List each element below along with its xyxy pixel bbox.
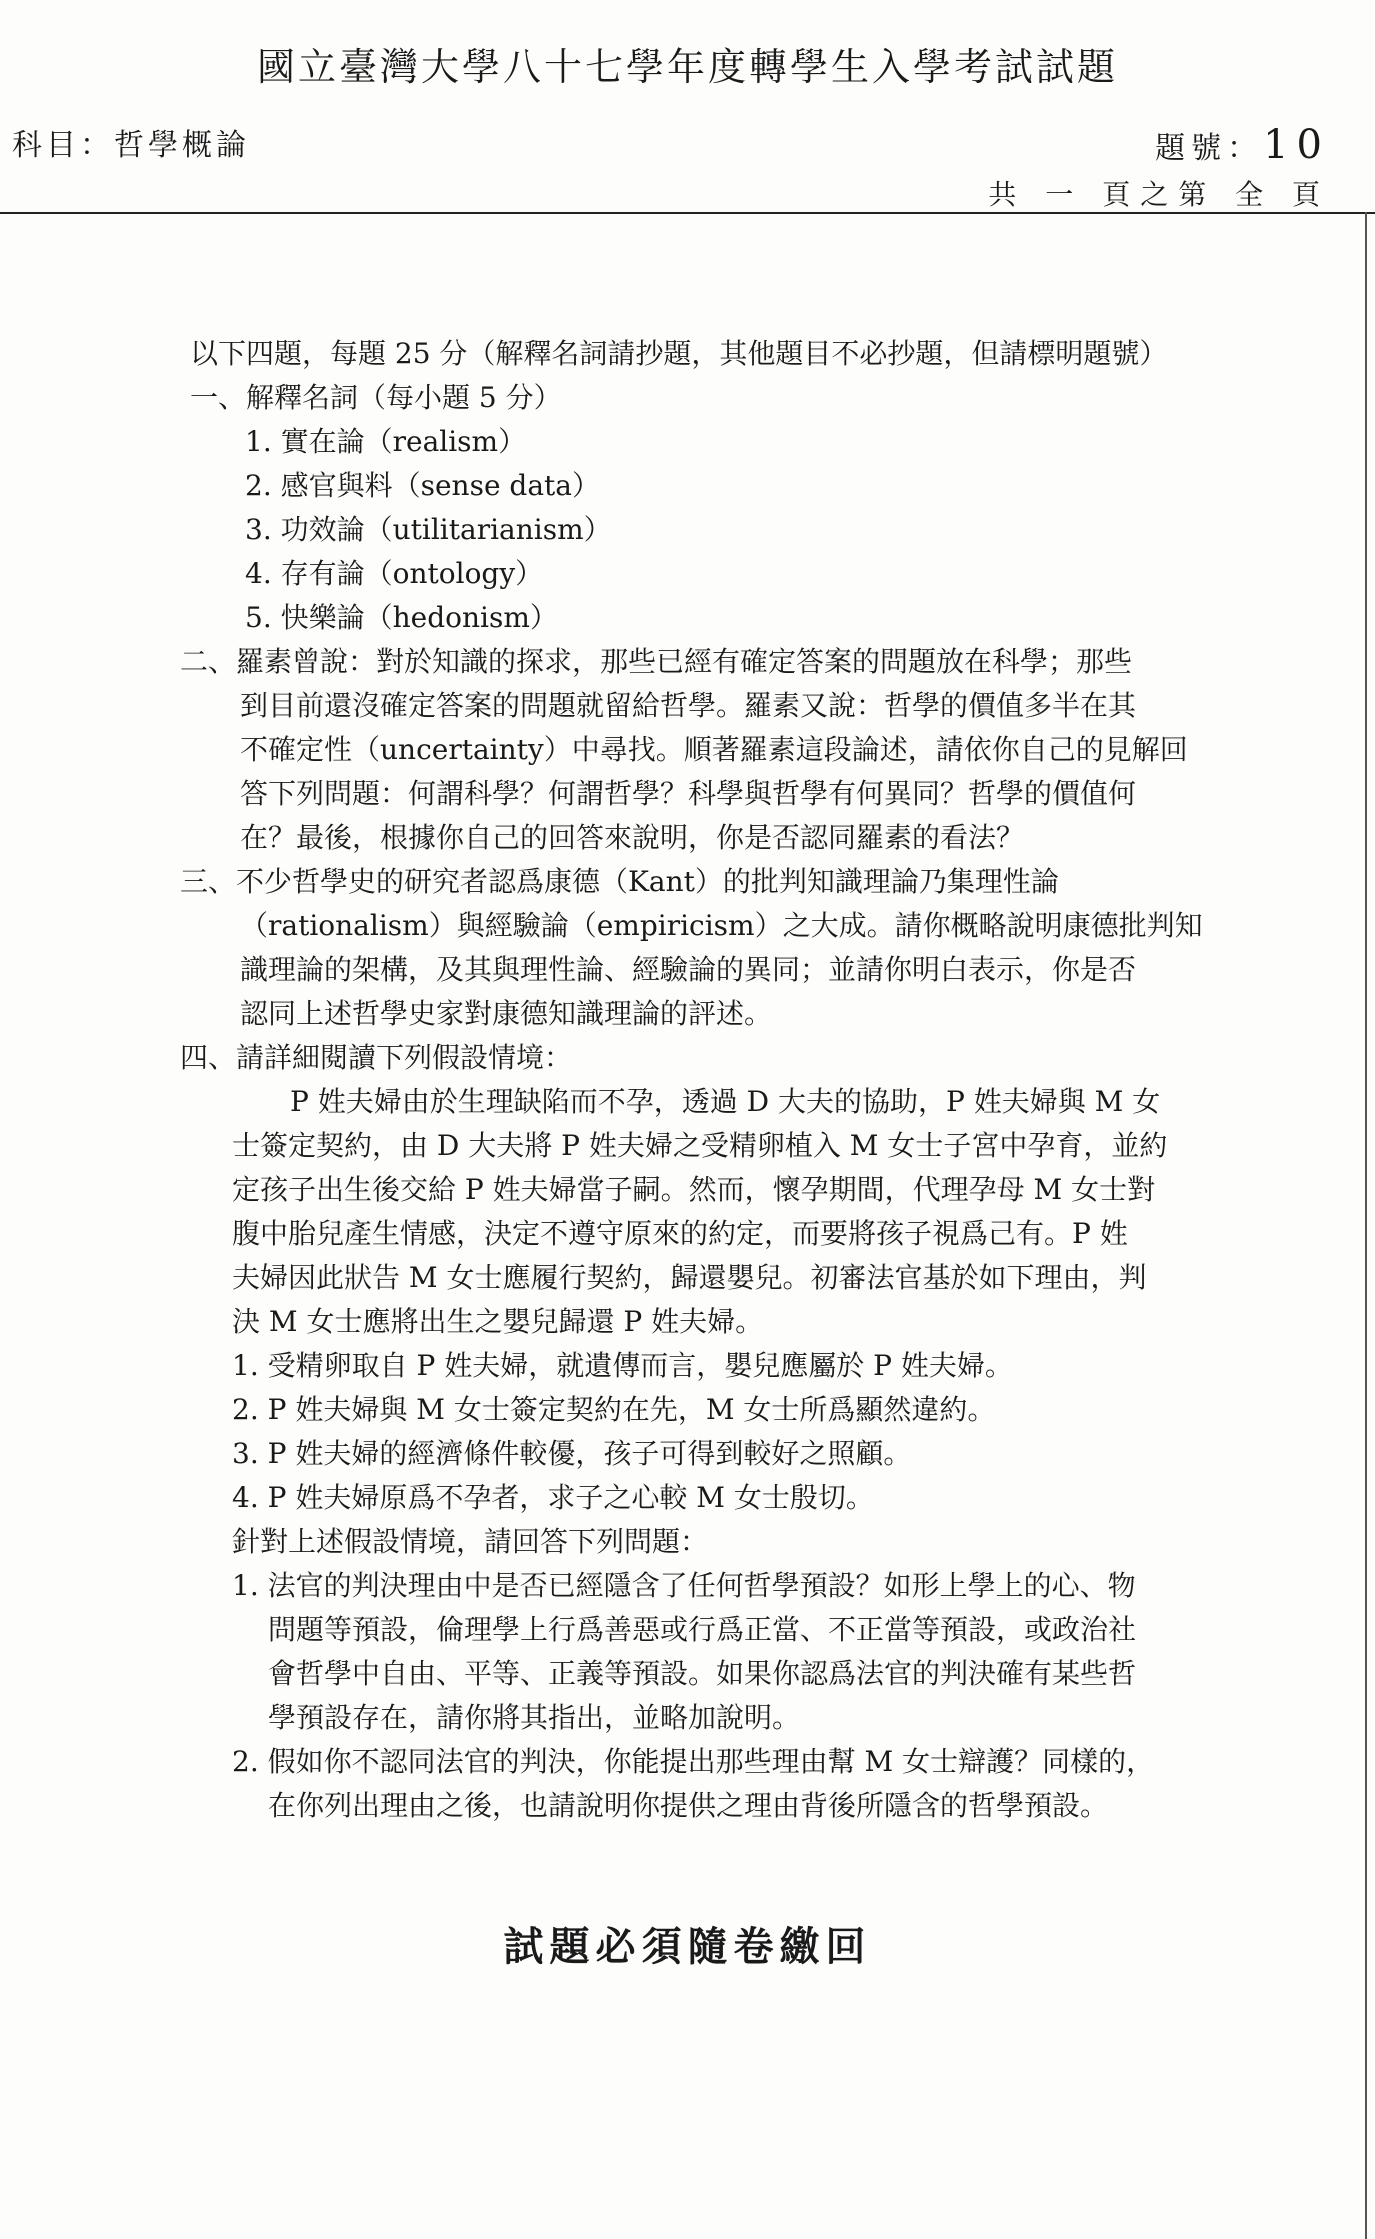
intro-instruction: 以下四題，每題 25 分（解釋名詞請抄題，其他題目不必抄題，但請標明題號） [190,337,1168,370]
q4-reason: 4. P 姓夫婦原爲不孕者，求子之心較 M 女士殷切。 [232,1481,874,1514]
q3-line: 識理論的架構，及其與理性論、經驗論的異同；並請你明白表示，你是否 [240,953,1137,986]
question-number-value: 10 [1263,122,1330,168]
q4-sub1-line: 學預設存在，請你將其指出，並略加說明。 [268,1701,801,1734]
q4-sub1-line: 1. 法官的判決理由中是否已經隱含了任何哲學預設？如形上學上的心、物 [232,1569,1136,1602]
q4-heading: 四、請詳細閱讀下列假設情境： [180,1041,573,1074]
question-number [1155,122,1330,168]
q4-sub2-line: 2. 假如你不認同法官的判決，你能提出那些理由幫 M 女士辯護？同樣的， [232,1745,1155,1778]
q4-reason: 2. P 姓夫婦與 M 女士簽定契約在先，M 女士所爲顯然違約。 [232,1393,996,1426]
q4-scenario-line: 定孩子出生後交給 P 姓夫婦當子嗣。然而，懷孕期間，代理孕母 M 女士對 [232,1173,1156,1206]
q4-reason: 1. 受精卵取自 P 姓夫婦，就遺傳而言，嬰兒應屬於 P 姓夫婦。 [232,1349,1013,1382]
subject-label: 科目：哲學概論 [12,128,250,163]
q4-sub1-line: 會哲學中自由、平等、正義等預設。如果你認爲法官的判決確有某些哲 [268,1657,1137,1690]
q4-scenario-line: 夫婦因此狀告 M 女士應履行契約，歸還嬰兒。初審法官基於如下理由，判 [232,1261,1147,1294]
page-info: 共 一 頁之第 全 頁 [988,178,1330,211]
q1-item: 1. 實在論（realism） [245,425,527,458]
q2-line: 不確定性（uncertainty）中尋找。順著羅素這段論述，請依你自己的見解回 [240,733,1188,766]
question-number-label: 題號： [1155,131,1264,166]
q2-line: 到目前還沒確定答案的問題就留給哲學。羅素又說：哲學的價值多半在其 [240,689,1137,722]
q2-line: 在？最後，根據你自己的回答來說明，你是否認同羅素的看法？ [240,821,1025,854]
header-divider [0,212,1375,214]
q1-heading: 一、解釋名詞（每小題 5 分） [190,381,562,414]
q4-scenario-line: P 姓夫婦由於生理缺陷而不孕，透過 D 大夫的協助，P 姓夫婦與 M 女 [290,1085,1161,1118]
q1-item: 4. 存有論（ontology） [245,557,544,590]
return-notice: 試題必須隨卷繳回 [503,1923,872,1970]
q4-reason: 3. P 姓夫婦的經濟條件較優，孩子可得到較好之照顧。 [232,1437,912,1470]
q3-line: （rationalism）與經驗論（empiricism）之大成。請你概略說明康德批判知 [240,909,1203,942]
q3-line: 三、不少哲學史的研究者認爲康德（Kant）的批判知識理論乃集理性論 [180,865,1059,898]
q4-sub1-line: 問題等預設，倫理學上行爲善惡或行爲正當、不正當等預設，或政治社 [268,1613,1137,1646]
q4-prompt: 針對上述假設情境，請回答下列問題： [232,1525,709,1558]
q2-line: 答下列問題：何謂科學？何謂哲學？科學與哲學有何異同？哲學的價值何 [240,777,1137,810]
exam-content [0,332,1375,1828]
exam-title: 國立臺灣大學八十七學年度轉學生入學考試試題 [256,45,1118,89]
q1-item: 5. 快樂論（hedonism） [245,601,558,634]
q1-item: 2. 感官與料（sense data） [245,469,600,502]
q4-scenario-line: 士簽定契約，由 D 大夫將 P 姓夫婦之受精卵植入 M 女士子宮中孕育，並約 [232,1129,1168,1162]
q1-item: 3. 功效論（utilitarianism） [245,513,612,546]
q4-scenario-line: 腹中胎兒產生情感，決定不遵守原來的約定，而要將孩子視爲己有。P 姓 [232,1217,1128,1250]
q4-sub2-line: 在你列出理由之後，也請說明你提供之理由背後所隱含的哲學預設。 [268,1789,1109,1822]
q3-line: 認同上述哲學史家對康德知識理論的評述。 [240,997,773,1030]
q2-line: 二、羅素曾說：對於知識的探求，那些已經有確定答案的問題放在科學；那些 [180,645,1133,678]
q4-scenario-line: 決 M 女士應將出生之嬰兒歸還 P 姓夫婦。 [232,1305,764,1338]
